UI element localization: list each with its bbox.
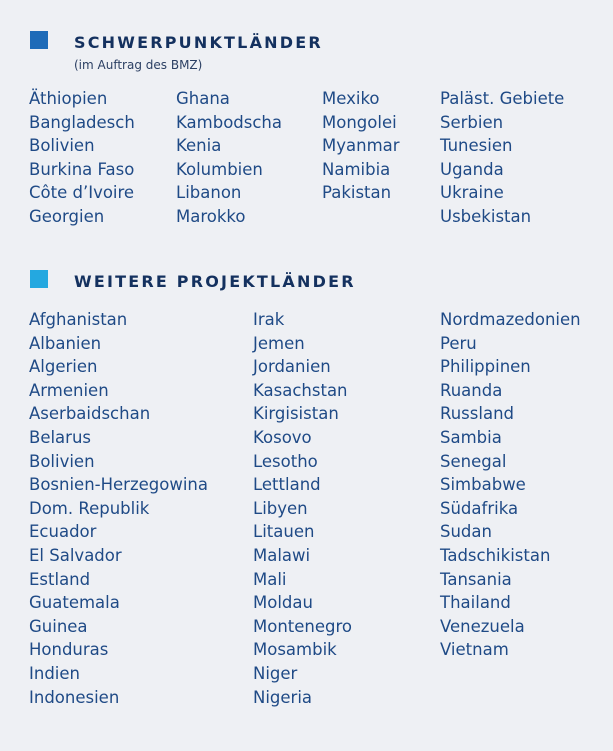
country-item: Serbien (440, 112, 504, 132)
country-item: Georgien (29, 206, 105, 226)
country-item: Russland (440, 404, 515, 424)
country-item: Philippinen (440, 357, 531, 377)
country-item: Armenien (29, 380, 109, 400)
section2-column-3 (440, 308, 581, 662)
country-item: Bolivien (29, 136, 95, 156)
country-item: Aserbaidschan (29, 404, 151, 424)
country-item: Kirgisistan (253, 404, 339, 424)
country-item: Venezuela (440, 616, 525, 636)
country-item: Myanmar (322, 136, 400, 156)
country-item: Sambia (440, 427, 502, 447)
country-item: Guatemala (29, 593, 120, 613)
country-item: Sudan (440, 522, 492, 542)
country-item: Nordmazedonien (440, 310, 581, 329)
country-item: Kolumbien (176, 159, 263, 179)
country-item: Indonesien (29, 687, 120, 707)
country-item: Belarus (29, 427, 92, 447)
country-item: Libanon (176, 183, 242, 203)
country-item: Côte d’Ivoire (29, 183, 135, 203)
country-item: Tansania (440, 569, 512, 589)
country-item: Guinea (29, 616, 88, 636)
country-item: Moldau (253, 593, 313, 613)
country-item: Algerien (29, 357, 98, 377)
country-item: Senegal (440, 451, 507, 471)
country-item: Ruanda (440, 380, 503, 400)
country-item: Peru (440, 333, 477, 353)
country-item: Mongolei (322, 112, 397, 132)
country-item: Pakistan (322, 183, 392, 203)
country-item: Kambodscha (176, 112, 282, 132)
section2-column-2 (253, 308, 352, 709)
country-item: Niger (253, 663, 298, 683)
country-item: Namibia (322, 159, 391, 179)
country-item: Uganda (440, 159, 504, 179)
country-item: Kenia (176, 136, 222, 156)
country-item: Ukraine (440, 183, 504, 203)
country-item: Bosnien-Herzegowina (29, 475, 208, 495)
country-item: Albanien (29, 333, 102, 353)
section1-title: SCHWERPUNKTLÄNDER (74, 33, 323, 52)
country-item: Kosovo (253, 427, 312, 447)
country-item: Usbekistan (440, 206, 532, 226)
country-item: Tadschikistan (440, 545, 551, 565)
country-item: Simbabwe (440, 475, 526, 495)
country-item: Irak (253, 310, 285, 329)
section1-column-2 (176, 87, 282, 229)
country-item: Äthiopien (29, 89, 108, 108)
country-item: Bolivien (29, 451, 95, 471)
section1-column-1 (29, 87, 135, 229)
country-item: Burkina Faso (29, 159, 135, 179)
section1-subtitle: (im Auftrag des BMZ) (74, 58, 203, 72)
country-item: Lesotho (253, 451, 318, 471)
country-item: Jordanien (253, 357, 331, 377)
country-item: Mexiko (322, 89, 380, 108)
section1-column-4 (440, 87, 564, 229)
section1-column-3 (322, 87, 400, 205)
country-item: Tunesien (440, 136, 513, 156)
country-item: Montenegro (253, 616, 353, 636)
country-item: Ecuador (29, 522, 97, 542)
country-item: Ghana (176, 89, 230, 108)
section2-column-1 (29, 308, 208, 709)
country-item: Kasachstan (253, 380, 348, 400)
country-item: Lettland (253, 475, 321, 495)
country-item: Indien (29, 663, 80, 683)
country-item: Dom. Republik (29, 498, 150, 518)
section2-marker-square (30, 270, 48, 288)
country-item: El Salvador (29, 545, 122, 565)
country-item: Estland (29, 569, 91, 589)
country-item: Nigeria (253, 687, 313, 707)
country-item: Bangladesch (29, 112, 135, 132)
country-item: Marokko (176, 206, 246, 226)
country-item: Malawi (253, 545, 311, 565)
section2-title: WEITERE PROJEKTLÄNDER (74, 272, 356, 291)
country-item: Mali (253, 569, 287, 589)
country-item: Paläst. Gebiete (440, 89, 565, 108)
country-item: Libyen (253, 498, 308, 518)
country-item: Litauen (253, 522, 315, 542)
section1-marker-square (30, 31, 48, 49)
country-item: Honduras (29, 640, 109, 660)
country-item: Jemen (253, 333, 305, 353)
country-item: Vietnam (440, 640, 509, 660)
country-item: Afghanistan (29, 310, 128, 329)
country-item: Mosambik (253, 640, 337, 660)
country-item: Südafrika (440, 498, 519, 518)
country-item: Thailand (440, 593, 511, 613)
